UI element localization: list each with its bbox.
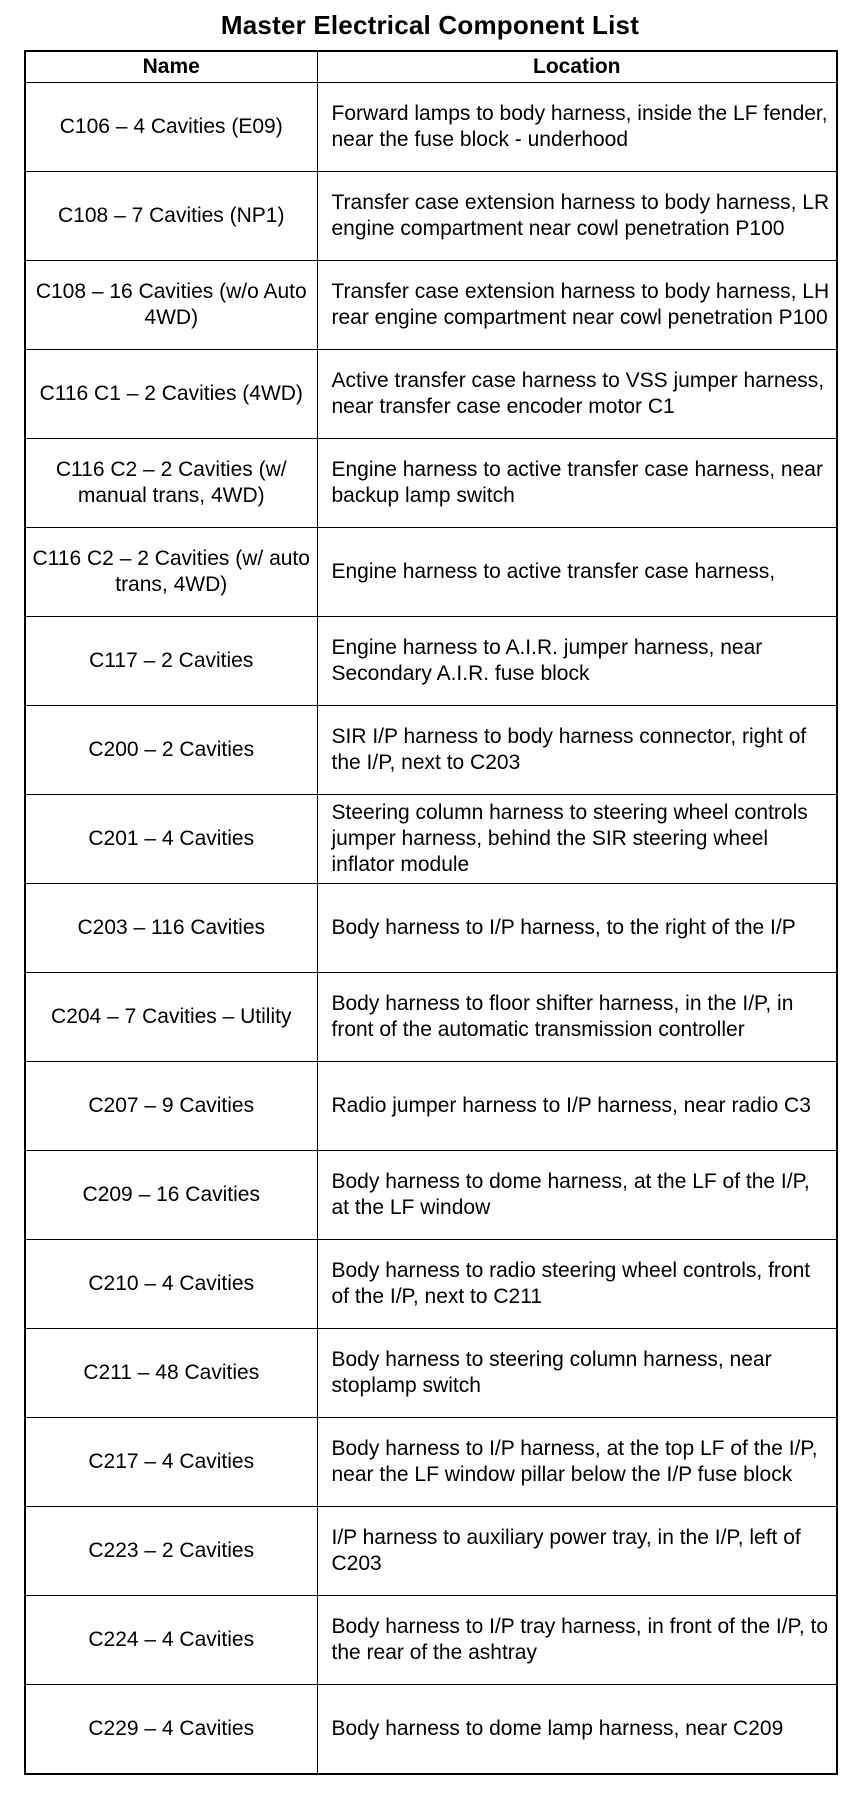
table-row <box>25 1329 837 1418</box>
table-row <box>25 1062 837 1151</box>
table-row <box>25 172 837 261</box>
table-row <box>25 528 837 617</box>
component-name-cell: C224 – 4 Cavities <box>25 1596 317 1685</box>
component-name-cell: C116 C2 – 2 Cavities (w/ auto trans, 4WD) <box>25 528 317 617</box>
component-location-cell: Body harness to dome lamp harness, near C209 <box>317 1685 837 1775</box>
component-location-cell: Body harness to I/P harness, at the top LF of the I/P, near the LF window pillar below the I/P fuse block <box>317 1418 837 1507</box>
component-name-cell: C207 – 9 Cavities <box>25 1062 317 1151</box>
component-location-cell: Body harness to I/P tray harness, in front of the I/P, to the rear of the ashtray <box>317 1596 837 1685</box>
component-location-cell: Body harness to dome harness, at the LF of the I/P, at the LF window <box>317 1151 837 1240</box>
component-location-cell: I/P harness to auxiliary power tray, in the I/P, left of C203 <box>317 1507 837 1596</box>
component-name-cell: C106 – 4 Cavities (E09) <box>25 83 317 172</box>
page-title: Master Electrical Component List <box>220 10 640 40</box>
component-name-cell: C201 – 4 Cavities <box>25 795 317 884</box>
table-row <box>25 706 837 795</box>
component-location-cell: Body harness to steering column harness, near stoplamp switch <box>317 1329 837 1418</box>
component-name-cell: C116 C2 – 2 Cavities (w/ manual trans, 4WD) <box>25 439 317 528</box>
column-header-name: Name <box>25 51 317 83</box>
table-row <box>25 1418 837 1507</box>
table-row <box>25 1151 837 1240</box>
table-row <box>25 439 837 528</box>
component-name-cell: C117 – 2 Cavities <box>25 617 317 706</box>
component-location-cell: Engine harness to active transfer case harness, near backup lamp switch <box>317 439 837 528</box>
component-name-cell: C223 – 2 Cavities <box>25 1507 317 1596</box>
component-location-cell: Radio jumper harness to I/P harness, near radio C3 <box>317 1062 837 1151</box>
component-name-cell: C211 – 48 Cavities <box>25 1329 317 1418</box>
component-table <box>24 50 838 1775</box>
component-name-cell: C116 C1 – 2 Cavities (4WD) <box>25 350 317 439</box>
component-name-cell: C217 – 4 Cavities <box>25 1418 317 1507</box>
component-location-cell: Body harness to radio steering wheel controls, front of the I/P, next to C211 <box>317 1240 837 1329</box>
component-location-cell: Forward lamps to body harness, inside the LF fender, near the fuse block - underhood <box>317 83 837 172</box>
component-location-cell: Active transfer case harness to VSS jumper harness, near transfer case encoder motor C1 <box>317 350 837 439</box>
component-location-cell: SIR I/P harness to body harness connector, right of the I/P, next to C203 <box>317 706 837 795</box>
component-location-cell: Engine harness to A.I.R. jumper harness, near Secondary A.I.R. fuse block <box>317 617 837 706</box>
table-row <box>25 884 837 973</box>
table-row <box>25 1685 837 1775</box>
component-name-cell: C200 – 2 Cavities <box>25 706 317 795</box>
table-row <box>25 83 837 172</box>
table-row <box>25 973 837 1062</box>
column-header-location: Location <box>317 51 837 83</box>
component-location-cell: Transfer case extension harness to body harness, LH rear engine compartment near cowl penetration P100 <box>317 261 837 350</box>
table-row <box>25 350 837 439</box>
table-header-row <box>25 51 837 83</box>
component-name-cell: C108 – 16 Cavities (w/o Auto 4WD) <box>25 261 317 350</box>
table-row <box>25 795 837 884</box>
component-location-cell: Body harness to floor shifter harness, in the I/P, in front of the automatic transmission controller <box>317 973 837 1062</box>
table-row <box>25 1596 837 1685</box>
component-location-cell: Steering column harness to steering wheel controls jumper harness, behind the SIR steering wheel inflator module <box>317 795 837 884</box>
component-name-cell: C204 – 7 Cavities – Utility <box>25 973 317 1062</box>
table-row <box>25 1240 837 1329</box>
component-name-cell: C203 – 116 Cavities <box>25 884 317 973</box>
component-name-cell: C229 – 4 Cavities <box>25 1685 317 1775</box>
component-location-cell: Body harness to I/P harness, to the right of the I/P <box>317 884 837 973</box>
document-page <box>24 0 836 1775</box>
table-row <box>25 261 837 350</box>
component-name-cell: C108 – 7 Cavities (NP1) <box>25 172 317 261</box>
table-row <box>25 1507 837 1596</box>
table-row <box>25 617 837 706</box>
component-location-cell: Transfer case extension harness to body harness, LR engine compartment near cowl penetration P100 <box>317 172 837 261</box>
component-name-cell: C210 – 4 Cavities <box>25 1240 317 1329</box>
component-location-cell: Engine harness to active transfer case harness, <box>317 528 837 617</box>
component-name-cell: C209 – 16 Cavities <box>25 1151 317 1240</box>
